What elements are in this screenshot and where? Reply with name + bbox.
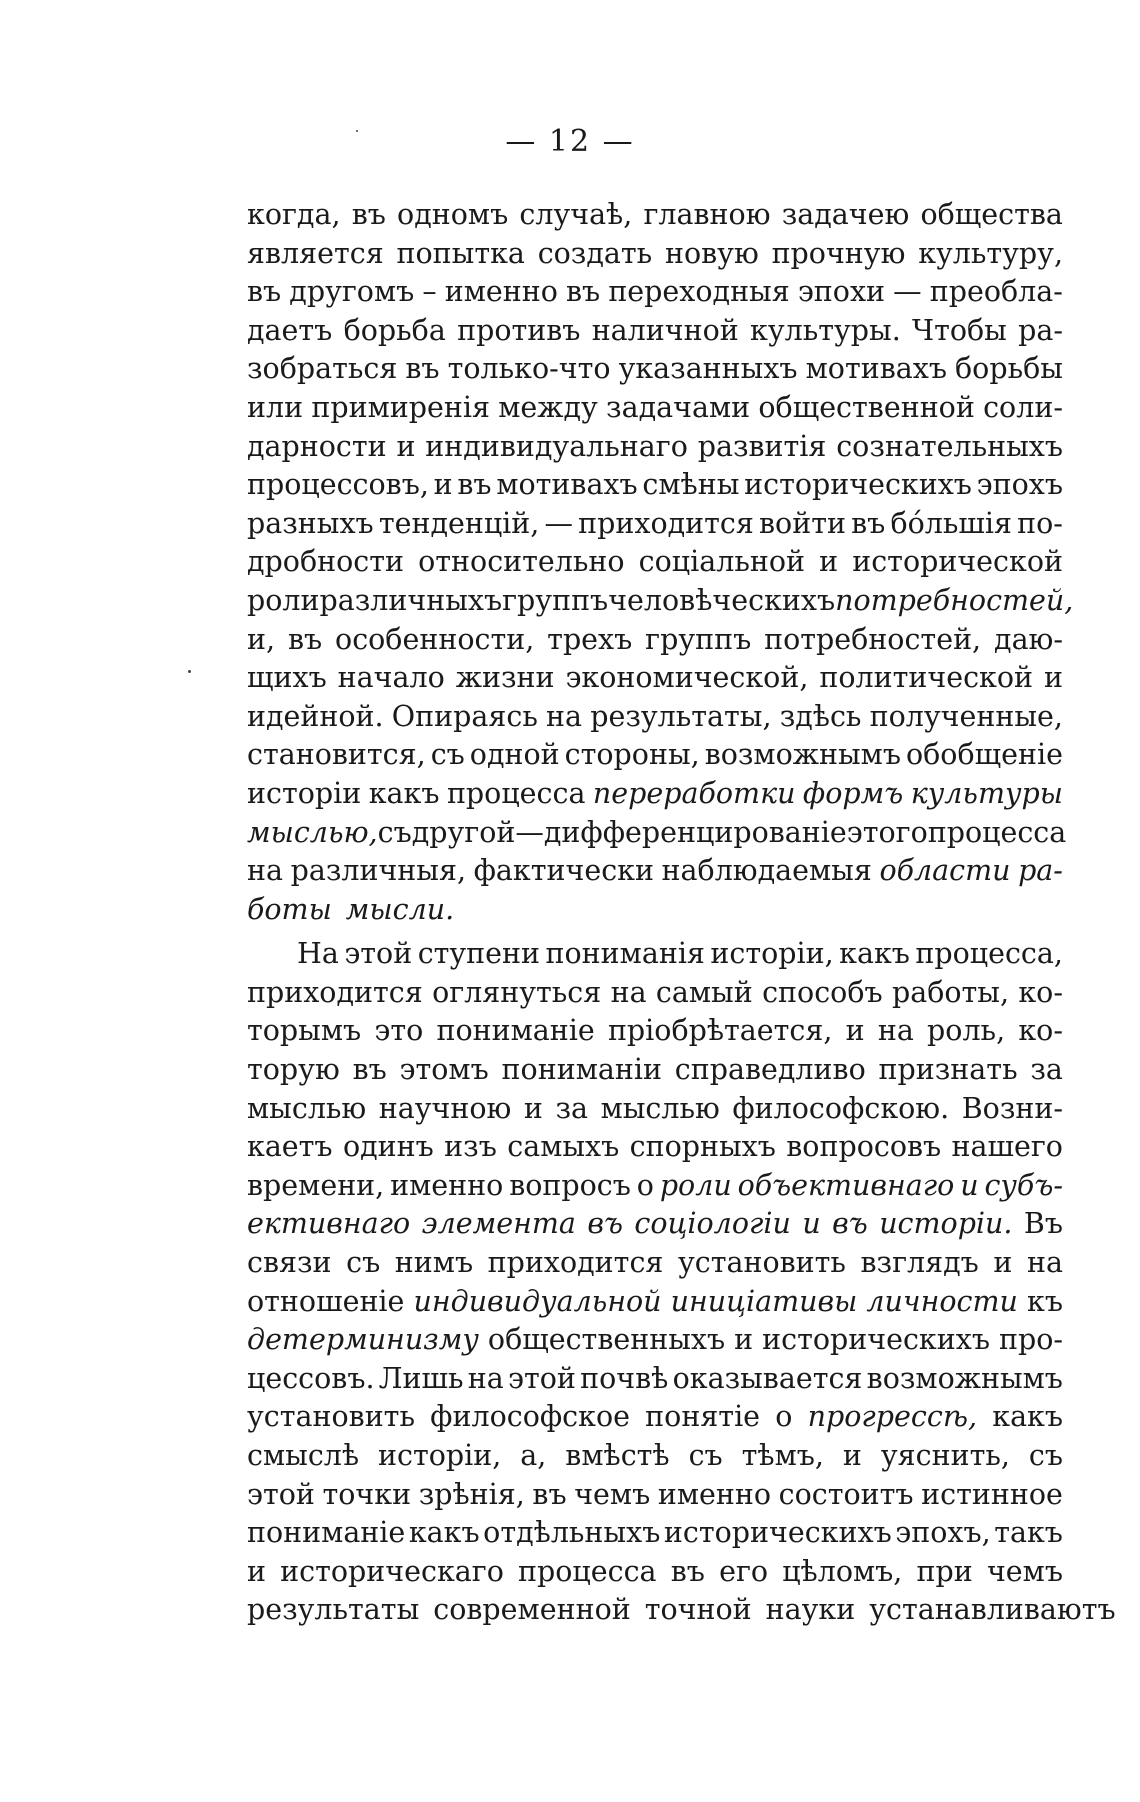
word: въ	[851, 506, 886, 540]
word: понятіе	[645, 1400, 761, 1434]
word: ко-	[1018, 1014, 1063, 1048]
word: историческихъ	[663, 1516, 892, 1550]
word: и	[842, 1439, 862, 1472]
word: ра-	[1018, 854, 1063, 888]
word: самый	[655, 975, 753, 1009]
word: случаѣ,	[519, 198, 633, 231]
word: его	[719, 1554, 769, 1588]
text-line	[247, 698, 1063, 737]
word: и	[433, 468, 453, 502]
text-line	[247, 1553, 1063, 1592]
word: приходится	[247, 975, 423, 1009]
word: работы,	[891, 975, 1010, 1009]
word: задачами	[606, 390, 751, 424]
word: на	[467, 1361, 504, 1395]
word: щихъ	[247, 661, 327, 695]
word: зобраться	[247, 352, 398, 386]
word: задачею	[781, 198, 910, 231]
word: приходится	[578, 506, 754, 540]
word: вмѣстѣ	[565, 1439, 670, 1472]
word: мотивахъ	[496, 468, 638, 502]
text-line	[247, 350, 1063, 389]
word: субъ-	[984, 1168, 1063, 1202]
word: борьба	[343, 313, 446, 347]
word: войти	[759, 506, 846, 540]
text-line	[247, 1205, 1063, 1244]
word: про-	[998, 1323, 1063, 1357]
word: пониманіи	[501, 1053, 662, 1087]
word: возможнымъ	[866, 1361, 1063, 1395]
word: мотивахъ	[805, 352, 947, 386]
word: мыслью	[600, 1091, 720, 1125]
text-line	[247, 974, 1063, 1013]
text-line	[247, 196, 1063, 235]
word: ективнаго	[247, 1207, 411, 1241]
word: борьбы	[955, 352, 1063, 386]
word: создать	[537, 236, 653, 270]
word: процесса,	[915, 937, 1063, 971]
word: мысли.	[345, 892, 455, 926]
word: въ	[832, 1207, 868, 1241]
word: изъ	[444, 1130, 497, 1164]
text-line	[247, 852, 1063, 891]
word: одномъ	[397, 198, 509, 231]
word: элемента	[421, 1207, 576, 1241]
word: наличной	[591, 313, 739, 347]
word: даю-	[994, 622, 1063, 656]
word: и	[247, 1554, 266, 1588]
text-block	[247, 196, 1116, 1630]
word: исторіи,	[710, 937, 834, 971]
word: развитія	[697, 429, 827, 463]
word: другой—дифференцированіе	[411, 815, 847, 849]
word: области	[879, 854, 1011, 888]
word: переходныя	[608, 275, 790, 309]
word: различныхъ	[319, 583, 503, 617]
word: торую	[247, 1053, 340, 1087]
word: отдѣльныхъ	[483, 1516, 661, 1550]
word: это	[374, 1014, 424, 1048]
word: въ	[457, 468, 492, 502]
word: результаты,	[590, 699, 772, 733]
word: роли	[247, 583, 320, 617]
word: Лишь	[378, 1361, 464, 1395]
text-line	[247, 1321, 1063, 1360]
word: эпохи	[797, 275, 886, 309]
word: преобла-	[929, 275, 1063, 309]
word: чемъ	[574, 1477, 651, 1511]
text-line	[247, 1591, 1116, 1630]
word: различныя,	[290, 854, 467, 888]
word: пониманіе	[436, 1014, 595, 1048]
word: за	[555, 1091, 589, 1125]
word: общества	[920, 198, 1063, 231]
word: цессовъ.	[247, 1361, 375, 1395]
word: –	[422, 275, 437, 309]
word: индивидуальной	[413, 1284, 662, 1318]
word: разныхъ	[247, 506, 374, 540]
word: какъ	[839, 937, 910, 971]
word: историческихъ	[762, 1323, 990, 1357]
word: На	[297, 937, 339, 971]
word: процесса	[518, 1554, 657, 1588]
word: жизни	[455, 661, 555, 695]
word: какъ	[992, 1400, 1063, 1434]
word: именно	[444, 275, 558, 309]
text-line	[247, 428, 1063, 467]
text-line	[247, 1360, 1063, 1399]
word: при	[916, 1554, 973, 1588]
word: примиренія	[311, 390, 490, 424]
word: попытка	[396, 236, 525, 270]
word: результаты	[247, 1593, 420, 1627]
word: Возни-	[961, 1091, 1063, 1125]
word: культуру,	[918, 236, 1063, 270]
word: этой	[344, 937, 413, 971]
word: справедливо	[674, 1053, 866, 1087]
word: почвѣ	[580, 1361, 669, 1395]
word: здѣсь	[779, 699, 862, 733]
word: иниціативы	[670, 1284, 858, 1318]
word: современной	[433, 1593, 631, 1627]
word: процесса	[446, 776, 586, 810]
text-line	[247, 1051, 1063, 1090]
word: указанныхъ	[618, 352, 798, 386]
word: детерминизму	[247, 1323, 479, 1357]
word: соціальной	[638, 545, 805, 579]
word: пріобрѣтается,	[607, 1014, 833, 1048]
word: формъ	[802, 776, 904, 810]
word: и	[396, 429, 416, 463]
word: на	[247, 854, 283, 888]
word: этой	[508, 1361, 576, 1395]
word: и	[734, 1323, 754, 1357]
word: какъ	[408, 1516, 480, 1550]
word: процессовъ,	[247, 468, 429, 502]
word: историческаго	[280, 1554, 504, 1588]
word: дарности	[247, 429, 387, 463]
word: или	[247, 390, 304, 424]
word: чемъ	[986, 1554, 1063, 1588]
word: и	[1044, 661, 1063, 695]
text-line	[247, 1128, 1063, 1167]
word: въ	[287, 622, 323, 656]
text-line	[247, 543, 1063, 582]
word: культуры.	[750, 313, 901, 347]
word: потребностей,	[835, 583, 1074, 617]
word: времени,	[247, 1168, 385, 1202]
word: общественныхъ	[487, 1323, 726, 1357]
word: каетъ	[247, 1130, 333, 1164]
word: процесса	[927, 815, 1067, 849]
word: и	[802, 1207, 821, 1241]
word: въ	[351, 198, 386, 231]
word: общественной	[758, 390, 975, 424]
word: вопросовъ	[786, 1130, 942, 1164]
word: съ	[346, 1246, 381, 1280]
word: на	[546, 699, 583, 733]
word: тенденцій,	[378, 506, 540, 540]
text-line	[247, 1244, 1063, 1283]
word: тѣмъ,	[741, 1439, 824, 1472]
word: исторіи,	[378, 1439, 502, 1472]
word: между	[498, 390, 598, 424]
word: особенности,	[335, 622, 535, 656]
word: роль,	[927, 1014, 1006, 1048]
word: такъ	[994, 1516, 1063, 1550]
word: исторіи	[247, 776, 362, 810]
text-line	[247, 1514, 1063, 1553]
text-line	[247, 935, 1063, 974]
word: установить	[677, 1246, 846, 1280]
word: оглянуться	[432, 975, 602, 1009]
word: соли-	[983, 390, 1063, 424]
word: и	[523, 1091, 543, 1125]
word: въ	[587, 1207, 623, 1241]
text-line	[247, 621, 1063, 660]
text-line	[247, 1398, 1063, 1437]
text-line	[247, 273, 1063, 312]
word: въ	[566, 275, 601, 309]
word: начало	[337, 661, 445, 695]
word: Чтобы	[912, 313, 1007, 347]
word: полученные,	[869, 699, 1063, 733]
word: другомъ	[289, 275, 415, 309]
word: уяснить,	[880, 1439, 1010, 1472]
word: и	[845, 1014, 865, 1048]
word: и	[993, 1246, 1013, 1280]
word: фактически	[473, 854, 654, 888]
word: въ	[247, 275, 282, 309]
word: и	[819, 545, 839, 579]
word: бо́льшія	[890, 506, 1012, 540]
word: ко-	[1018, 975, 1063, 1009]
text-line	[247, 1167, 1063, 1206]
word: нимъ	[394, 1246, 474, 1280]
word: взглядъ	[860, 1246, 979, 1280]
word: именно	[657, 1477, 772, 1511]
word: становится,	[247, 738, 426, 772]
word: способъ	[762, 975, 883, 1009]
word: наблюдаемыя	[661, 854, 872, 888]
word: этомъ	[399, 1053, 489, 1087]
word: къ	[1027, 1284, 1063, 1318]
word: потребностей,	[764, 622, 982, 656]
word: одной	[469, 738, 560, 772]
text-line	[247, 505, 1063, 544]
word: пониманіе	[247, 1516, 406, 1550]
word: одинъ	[342, 1130, 434, 1164]
word: за	[1030, 1053, 1063, 1087]
word: самыхъ	[507, 1130, 620, 1164]
word: именно	[390, 1168, 504, 1202]
word: является	[247, 236, 384, 270]
word: по-	[1017, 506, 1063, 540]
word: идейной.	[247, 699, 384, 733]
word: —	[893, 275, 922, 309]
word: и	[960, 1168, 979, 1202]
text-line	[247, 312, 1063, 351]
word: спорныхъ	[629, 1130, 776, 1164]
word: эпохъ,	[895, 1516, 991, 1550]
word: человѣческихъ	[608, 583, 836, 617]
word: отношеніе	[247, 1284, 405, 1318]
word: устанавливаютъ	[869, 1593, 1116, 1627]
word: на	[1026, 1246, 1063, 1280]
text-line	[247, 1476, 1063, 1515]
word: мыслью,	[247, 815, 378, 849]
word: политической	[819, 661, 1034, 695]
word: главною	[643, 198, 771, 231]
word: философское	[430, 1400, 630, 1434]
word: состоитъ	[778, 1477, 914, 1511]
word: даетъ	[247, 313, 333, 347]
word: возможнымъ	[704, 738, 901, 772]
word: роли	[659, 1168, 732, 1202]
page-number: — 12 —	[505, 124, 635, 159]
text-line	[247, 466, 1063, 505]
word: и,	[247, 622, 276, 656]
word: связи	[247, 1246, 332, 1280]
word: признать	[878, 1053, 1018, 1087]
word: а,	[520, 1439, 547, 1472]
text-line	[247, 1283, 1063, 1322]
text-line	[247, 1437, 1063, 1476]
word: философскою.	[732, 1091, 950, 1125]
text-line	[247, 389, 1063, 428]
word: науки	[765, 1593, 856, 1627]
word: Въ	[1023, 1207, 1063, 1241]
word: Опираясь	[391, 699, 538, 733]
word: цѣломъ,	[782, 1554, 903, 1588]
word: зрѣнія,	[418, 1477, 525, 1511]
word: въ	[670, 1554, 705, 1588]
word: приходится	[487, 1246, 664, 1280]
word: индивидуальнаго	[425, 429, 688, 463]
word: ра-	[1018, 313, 1063, 347]
word: переработки	[592, 776, 796, 810]
word: вопросъ	[509, 1168, 631, 1202]
word: эпохъ	[976, 468, 1063, 502]
word: личности	[866, 1284, 1018, 1318]
word: историческихъ	[744, 468, 972, 502]
stray-mark	[356, 130, 358, 132]
text-line	[247, 891, 1063, 930]
text-line	[247, 775, 1063, 814]
word: соціологіи	[634, 1207, 791, 1241]
text-line	[247, 659, 1063, 698]
word: пониманія	[545, 937, 705, 971]
word: смыслѣ	[247, 1439, 360, 1472]
word: новую	[664, 236, 759, 270]
text-line	[247, 235, 1063, 274]
word: объективнаго	[737, 1168, 955, 1202]
word: съ	[1028, 1439, 1063, 1472]
text-line	[247, 1090, 1063, 1129]
word: мыслью	[247, 1091, 367, 1125]
word: истинное	[921, 1477, 1063, 1511]
word: какъ	[368, 776, 440, 810]
text-line	[247, 1012, 1063, 1051]
word: стороны,	[564, 738, 700, 772]
word: сознательныхъ	[836, 429, 1063, 463]
word: на	[877, 1014, 914, 1048]
word: исторической	[852, 545, 1063, 579]
word: ступени	[417, 937, 541, 971]
word: только-что	[447, 352, 611, 386]
word: противъ	[457, 313, 581, 347]
word: на	[610, 975, 647, 1009]
word: исторіи.	[879, 1207, 1013, 1241]
word: культуры	[910, 776, 1063, 810]
word: съ	[688, 1439, 723, 1472]
word: боты	[247, 892, 332, 926]
word: о	[636, 1168, 654, 1202]
word: нашего	[951, 1130, 1063, 1164]
word: экономической,	[565, 661, 809, 695]
word: о	[775, 1400, 793, 1434]
word: въ	[405, 352, 440, 386]
text-line	[247, 582, 1074, 621]
word: точки	[322, 1477, 412, 1511]
word: прочную	[771, 236, 906, 270]
word: торымъ	[247, 1014, 362, 1048]
word: этой	[247, 1477, 315, 1511]
text-line	[247, 814, 1067, 853]
word: обобщеніе	[905, 738, 1063, 772]
word: научною	[378, 1091, 512, 1125]
word: этого	[846, 815, 928, 849]
word: трехъ	[547, 622, 633, 656]
word: группъ	[645, 622, 752, 656]
word: смѣны	[642, 468, 740, 502]
word: прогрессѣ,	[807, 1400, 978, 1434]
word: дробности	[247, 545, 404, 579]
word: установить	[247, 1400, 415, 1434]
word: когда,	[247, 198, 341, 231]
word: группъ	[502, 583, 609, 617]
word: въ	[532, 1477, 567, 1511]
text-line	[247, 736, 1063, 775]
word: —	[544, 506, 573, 540]
word: относительно	[418, 545, 625, 579]
stray-mark	[188, 670, 191, 673]
word: въ	[352, 1053, 387, 1087]
word: съ	[430, 738, 465, 772]
word: съ	[377, 815, 412, 849]
word: точной	[644, 1593, 752, 1627]
word: оказывается	[672, 1361, 863, 1395]
